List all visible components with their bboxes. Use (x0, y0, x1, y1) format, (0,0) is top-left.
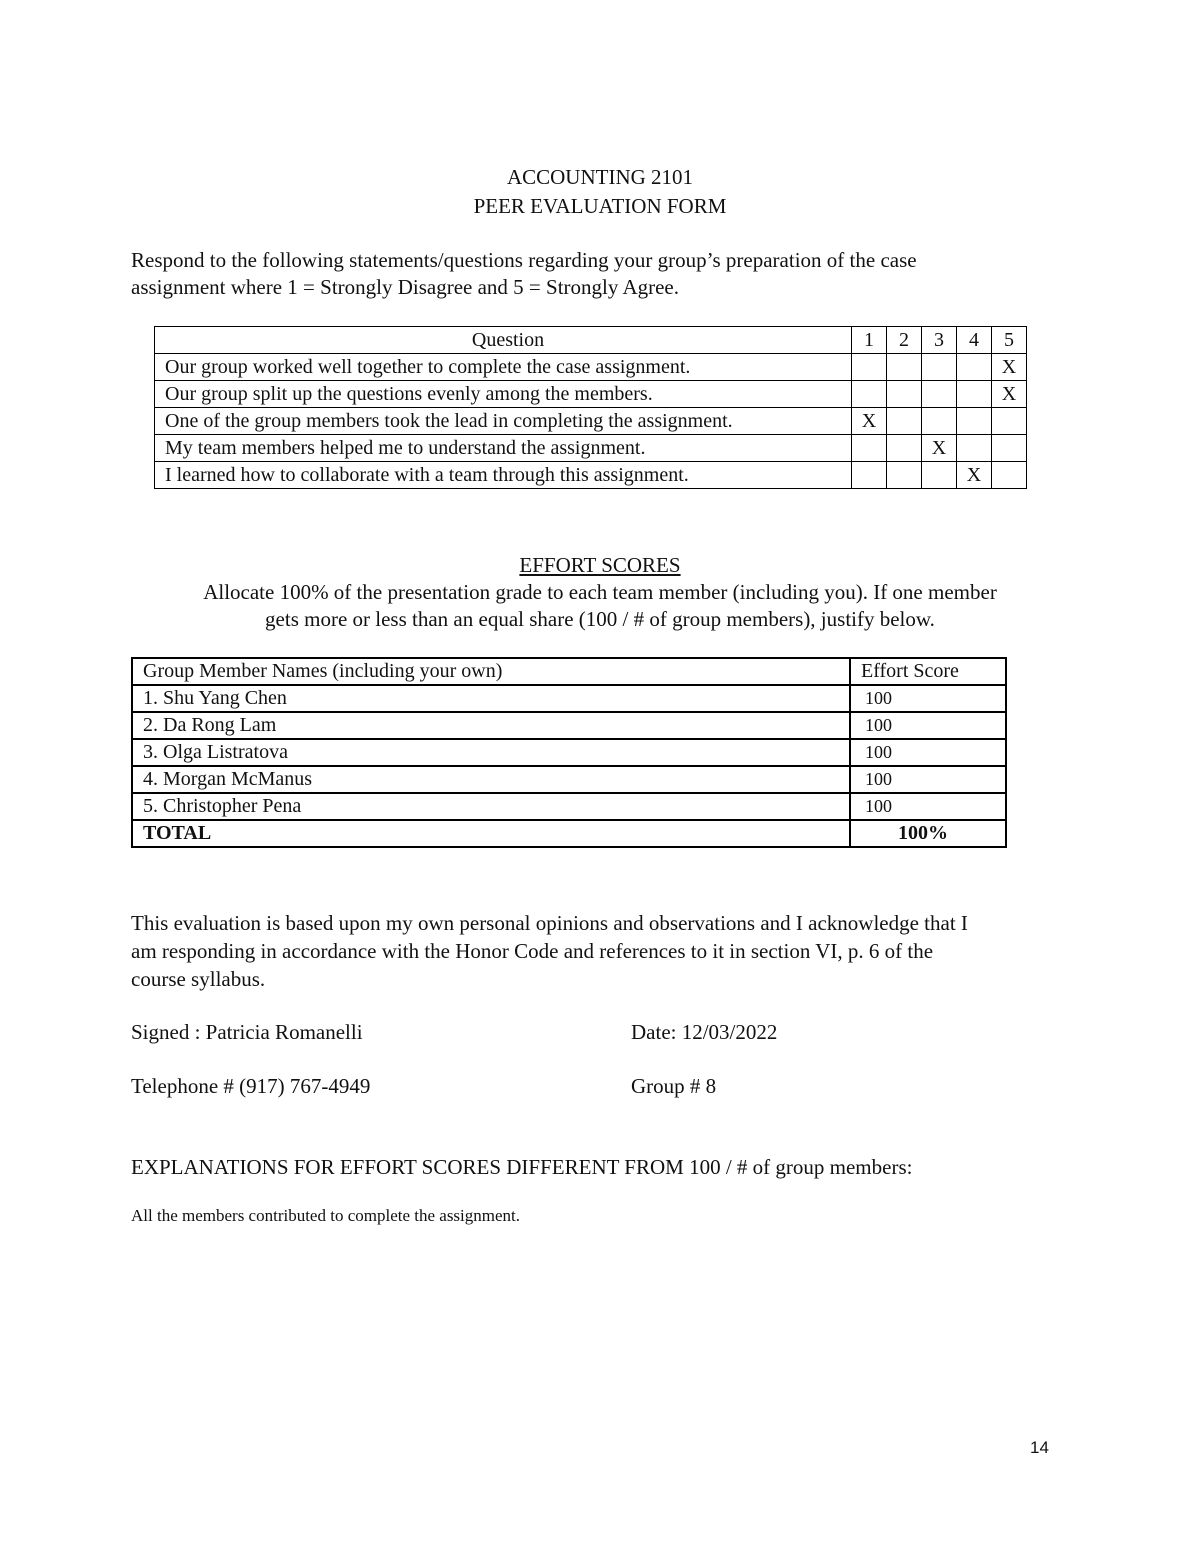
rating-cell-3[interactable] (922, 354, 957, 381)
rating-cell-1[interactable] (852, 462, 887, 489)
rating-cell-4[interactable] (957, 435, 992, 462)
peer-evaluation-table (154, 326, 1027, 489)
effort-table-row (132, 685, 1006, 712)
date-field: Date: 12/03/2022 (631, 1020, 778, 1044)
explanations-text: All the members contributed to complete the assignment. (131, 1206, 521, 1225)
rating-cell-1[interactable] (852, 435, 887, 462)
rating-header-1: 1 (852, 327, 887, 354)
effort-score-table (131, 657, 1007, 848)
total-value: 100% (850, 820, 1006, 847)
question-text: My team members helped me to understand the assignment. (155, 435, 852, 462)
page-number: 14 (1030, 1438, 1049, 1457)
member-score[interactable]: 100 (850, 685, 1006, 712)
question-text: I learned how to collaborate with a team through this assignment. (155, 462, 852, 489)
statement-line-2: am responding in accordance with the Honor Code and references to it in section VI, p. 6 of the (131, 939, 934, 963)
effort-scores-title: EFFORT SCORES (519, 553, 681, 577)
member-score[interactable]: 100 (850, 712, 1006, 739)
peer-table-row (155, 381, 1027, 408)
rating-cell-2[interactable] (887, 435, 922, 462)
rating-cell-1[interactable]: X (852, 408, 887, 435)
member-score[interactable]: 100 (850, 766, 1006, 793)
question-text: Our group split up the questions evenly among the members. (155, 381, 852, 408)
effort-instructions-line-2: gets more or less than an equal share (100 / # of group members), justify below. (265, 607, 935, 631)
rating-cell-4[interactable] (957, 408, 992, 435)
rating-header-3: 3 (922, 327, 957, 354)
rating-cell-2[interactable] (887, 462, 922, 489)
effort-score-header: Effort Score (850, 658, 1006, 685)
rating-cell-3[interactable] (922, 408, 957, 435)
rating-header-5: 5 (992, 327, 1027, 354)
rating-cell-4[interactable] (957, 381, 992, 408)
rating-header-2: 2 (887, 327, 922, 354)
rating-cell-2[interactable] (887, 408, 922, 435)
effort-table-row (132, 712, 1006, 739)
rating-cell-3[interactable] (922, 462, 957, 489)
rating-cell-4[interactable] (957, 354, 992, 381)
course-title: ACCOUNTING 2101 (506, 165, 694, 189)
effort-instructions-line-1: Allocate 100% of the presentation grade to each team member (including you). If one member (203, 580, 997, 604)
member-score[interactable]: 100 (850, 739, 1006, 766)
rating-cell-5[interactable] (992, 462, 1027, 489)
question-text: Our group worked well together to complete the case assignment. (155, 354, 852, 381)
rating-cell-3[interactable]: X (922, 435, 957, 462)
effort-table-row (132, 793, 1006, 820)
rating-cell-5[interactable]: X (992, 381, 1027, 408)
telephone-field: Telephone # (917) 767-4949 (131, 1074, 371, 1098)
instructions-line-1: Respond to the following statements/questions regarding your group’s preparation of the case (131, 248, 917, 272)
group-field: Group # 8 (631, 1074, 717, 1098)
rating-cell-2[interactable] (887, 354, 922, 381)
question-header: Question (155, 327, 852, 354)
form-title: PEER EVALUATION FORM (473, 194, 727, 218)
rating-cell-5[interactable]: X (992, 354, 1027, 381)
member-names-header: Group Member Names (including your own) (132, 658, 850, 685)
member-name: 4. Morgan McManus (132, 766, 850, 793)
signed-field: Signed : Patricia Romanelli (131, 1020, 363, 1044)
peer-table-row (155, 408, 1027, 435)
rating-cell-2[interactable] (887, 381, 922, 408)
effort-total-row (132, 820, 1006, 847)
question-text: One of the group members took the lead in completing the assignment. (155, 408, 852, 435)
effort-table-header (132, 658, 1006, 685)
peer-table-header (155, 327, 1027, 354)
member-name: 3. Olga Listratova (132, 739, 850, 766)
rating-cell-3[interactable] (922, 381, 957, 408)
statement-line-1: This evaluation is based upon my own personal opinions and observations and I acknowledge that I (131, 911, 968, 935)
rating-cell-1[interactable] (852, 381, 887, 408)
member-name: 1. Shu Yang Chen (132, 685, 850, 712)
peer-table-row (155, 435, 1027, 462)
peer-table-row (155, 354, 1027, 381)
member-name: 2. Da Rong Lam (132, 712, 850, 739)
member-name: 5. Christopher Pena (132, 793, 850, 820)
instructions-line-2: assignment where 1 = Strongly Disagree and 5 = Strongly Agree. (131, 275, 679, 299)
effort-table-row (132, 739, 1006, 766)
peer-table-row (155, 462, 1027, 489)
rating-cell-5[interactable] (992, 408, 1027, 435)
rating-cell-5[interactable] (992, 435, 1027, 462)
explanations-title: EXPLANATIONS FOR EFFORT SCORES DIFFERENT FROM 100 / # of group members: (131, 1155, 913, 1179)
member-score[interactable]: 100 (850, 793, 1006, 820)
rating-cell-1[interactable] (852, 354, 887, 381)
statement-line-3: course syllabus. (131, 967, 266, 991)
rating-cell-4[interactable]: X (957, 462, 992, 489)
total-label: TOTAL (132, 820, 850, 847)
rating-header-4: 4 (957, 327, 992, 354)
effort-table-row (132, 766, 1006, 793)
